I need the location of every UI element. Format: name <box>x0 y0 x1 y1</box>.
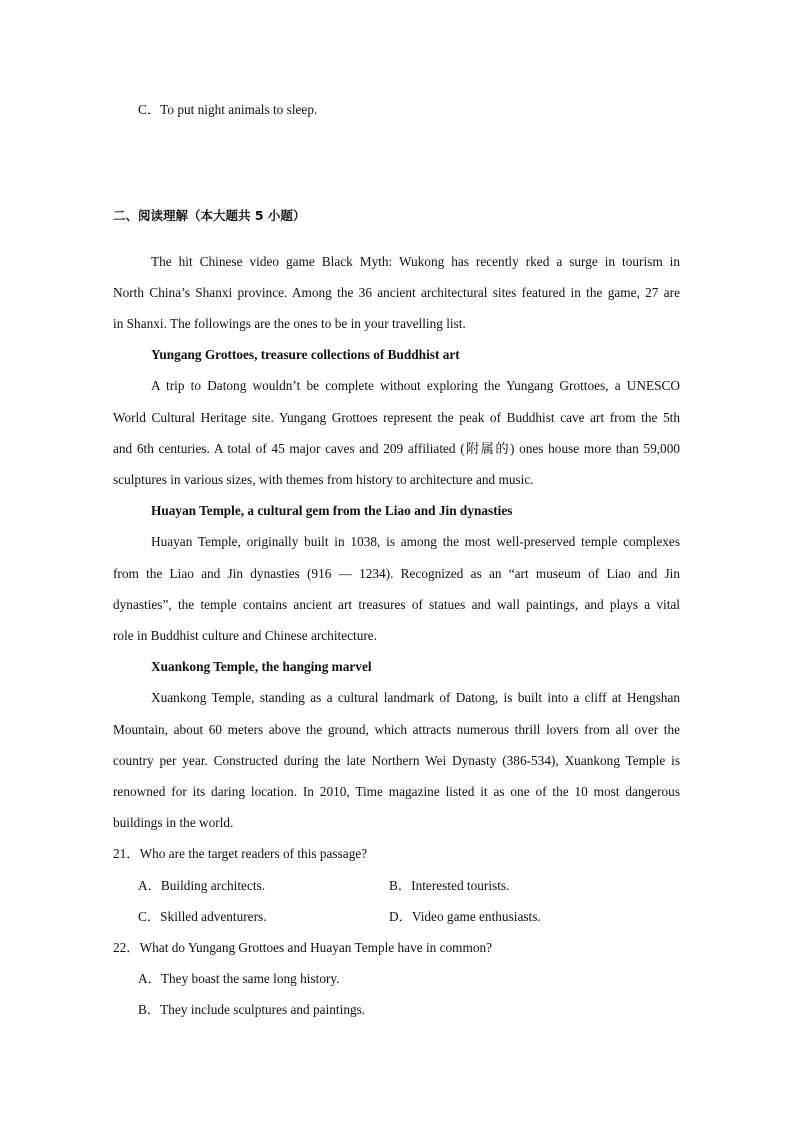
site-heading-yungang: Yungang Grottoes, treasure collections of Buddhist art <box>151 347 460 362</box>
question-option: A．Building architects. <box>138 878 266 893</box>
site-line: dynasties”, the temple contains ancient art treasures of statues and wall paintings, and plays a vital <box>113 597 680 612</box>
question-option: A．They boast the same long history. <box>138 971 340 986</box>
site-heading-huayan: Huayan Temple, a cultural gem from the Liao and Jin dynasties <box>151 503 513 518</box>
intro-line-2: North China’s Shanxi province. Among the 36 ancient architectural sites featured in the game, 27 are <box>113 285 680 300</box>
question-option: B．Interested tourists. <box>389 878 510 893</box>
question-stem: 22．What do Yungang Grottoes and Huayan Temple have in common? <box>113 940 493 955</box>
site-line: A trip to Datong wouldn’t be complete without exploring the Yungang Grottoes, a UNESCO <box>151 378 680 393</box>
site-line: Xuankong Temple, standing as a cultural landmark of Datong, is built into a cliff at Hengshan <box>151 690 680 705</box>
site-line: Huayan Temple, originally built in 1038, is among the most well-preserved temple complexes <box>151 534 680 549</box>
intro-line-3: in Shanxi. The followings are the ones to be in your travelling list. <box>113 316 466 331</box>
site-line: sculptures in various sizes, with themes from history to architecture and music. <box>113 472 534 487</box>
site-heading-xuankong: Xuankong Temple, the hanging marvel <box>151 659 372 674</box>
site-line: renowned for its daring location. In 2010, Time magazine listed it as one of the 10 most dangerous <box>113 784 680 799</box>
section-title: 二、阅读理解（本大题共 5 小题） <box>113 208 306 223</box>
question-option: C．To put night animals to sleep. <box>138 102 318 117</box>
site-line: and 6th centuries. A total of 45 major caves and 209 affiliated (附属的) ones house more than 59,000 <box>113 441 680 456</box>
site-line: role in Buddhist culture and Chinese architecture. <box>113 628 378 643</box>
site-line: World Cultural Heritage site. Yungang Grottoes represent the peak of Buddhist cave art from the 5th <box>113 410 680 425</box>
question-stem: 21．Who are the target readers of this passage? <box>113 846 368 861</box>
site-line: Mountain, about 60 meters above the ground, which attracts numerous thrill lovers from all over the <box>113 722 680 737</box>
question-option: B．They include sculptures and paintings. <box>138 1002 366 1017</box>
question-option: D．Video game enthusiasts. <box>389 909 541 924</box>
site-line: buildings in the world. <box>113 815 234 830</box>
site-line: country per year. Constructed during the late Northern Wei Dynasty (386-534), Xuankong Temple is <box>113 753 680 768</box>
intro-line-1: The hit Chinese video game Black Myth: Wukong has recently rked a surge in tourism in <box>151 254 680 269</box>
question-option: C．Skilled adventurers. <box>138 909 267 924</box>
site-line: from the Liao and Jin dynasties (916 — 1234). Recognized as an “art museum of Liao and Jin <box>113 566 680 581</box>
